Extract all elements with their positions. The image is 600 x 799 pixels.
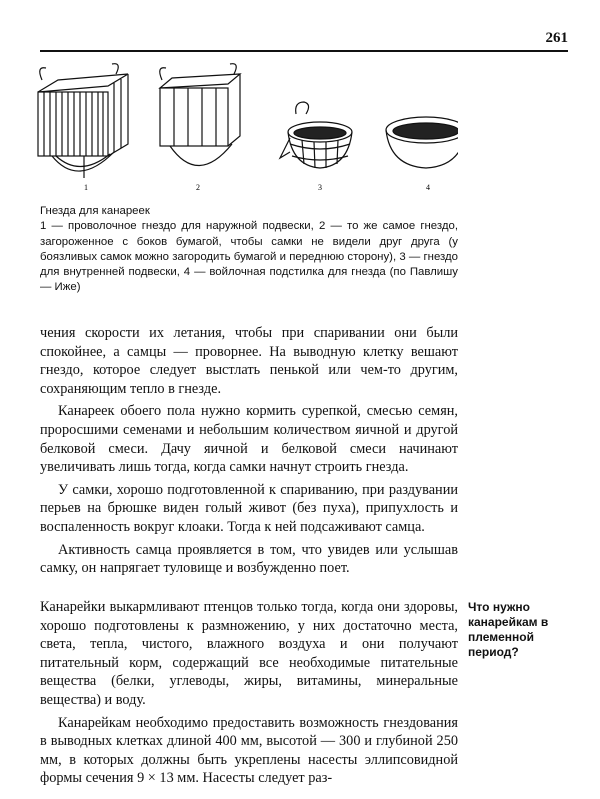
basket-nest-drawing: [280, 102, 352, 168]
figure-label-4: 4: [426, 183, 430, 192]
figure-label-1: 1: [84, 183, 88, 192]
body-section-1: [40, 324, 458, 582]
caption-title: Гнезда для канареек: [40, 205, 150, 217]
figure-label-2: 2: [196, 183, 200, 192]
felt-lining-drawing: [386, 117, 458, 168]
body-section-2: [40, 598, 458, 792]
page-number: 261: [545, 30, 568, 46]
paragraph: Активность самца проявляется в том, что увидев или услышав самку, он напрягает туловище и возбужденно поет.: [40, 541, 458, 577]
header-rule: [40, 50, 568, 52]
wire-nest-drawing: [38, 64, 128, 178]
side-question: Что нужно канарейкам в племенной период?: [468, 600, 549, 659]
caption-text: 1 — проволочное гнездо для наружной подвески, 2 — то же самое гнездо, загороженное с боков бумагой, чтобы самки не видели друг друга (у боязливых самок можно загородить бумагой и переднюю сторону), 3 — гнездо для внутренней подвески, 4 — войлочная подстилка для гнезда (по Павлишу — Иже): [40, 220, 458, 294]
nest-illustrations: [28, 60, 458, 200]
paragraph: Канареек обоего пола нужно кормить сурепкой, смесью семян, проросшими семенами и небольшим количеством яичной и другой белковой смеси. Дачу яичной и белковой смеси начинают увеличивать лишь тогда, когда самки начнут строить гнезда.: [40, 403, 458, 476]
paragraph: У самки, хорошо подготовленной к спариванию, при раздувании перьев на брюшке виден голый живот (без пуха), припухлость и воспаленность вокруг клоаки. Тогда к ней подсаживают самца.: [40, 481, 458, 535]
paragraph: Канарейкам необходимо предоставить возможность гнездования в выводных клетках длиной 400 мм, высотой — 300 и глубиной 250 мм, в которых должны быть укреплены насесты эллипсовидной формы сечения 9 × 13 мм. Насесты следует раз-: [40, 714, 458, 787]
figure-caption: [40, 204, 458, 296]
figure-label-3: 3: [318, 183, 322, 192]
paper-covered-nest-drawing: [160, 64, 240, 166]
paragraph: чения скорости их летания, чтобы при спаривании они были спокойнее, а самцы — проворнее. На выводную клетку вешают гнездо, которое следует выстлать пенькой или чем-то другим, сохраняющим тепло в гнезде.: [40, 325, 458, 397]
paragraph: Канарейки выкармливают птенцов только тогда, когда они здоровы, хорошо подготовлены к размножению, у них достаточно места, света, тепла, чистого, влажного воздуха и они получают питательный корм, содержащий все необходимые питательные вещества (белки, углеводы, жиры, витамины, минеральные вещества) и воду.: [40, 599, 458, 708]
nest-figure: [28, 60, 458, 200]
